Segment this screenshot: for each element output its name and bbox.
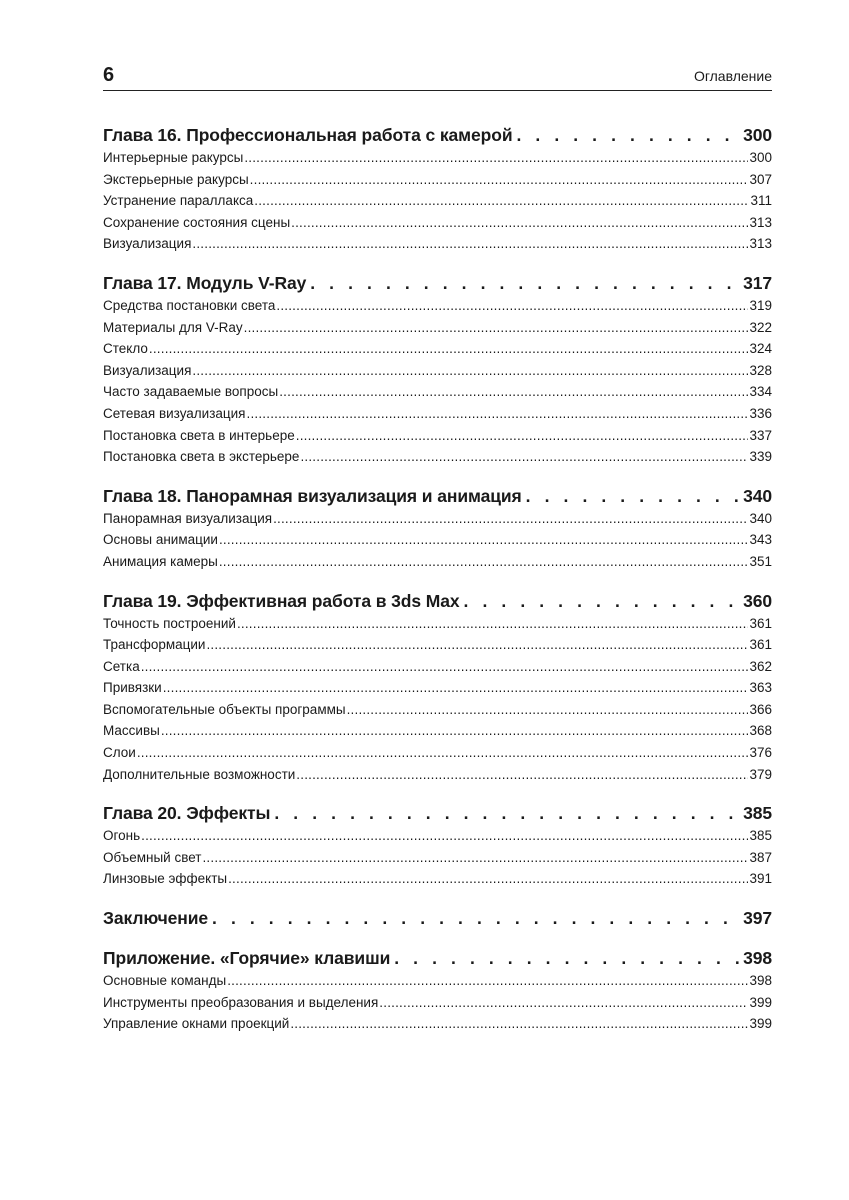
section-title: Постановка света в интерьере — [103, 427, 295, 443]
chapter-page-number: 397 — [743, 908, 772, 929]
section-entry[interactable] — [103, 745, 772, 767]
toc-chapter — [103, 803, 772, 893]
section-title: Сетевая визуализация — [103, 405, 246, 421]
section-entry[interactable] — [103, 406, 772, 428]
section-entry[interactable] — [103, 828, 772, 850]
section-entry[interactable] — [103, 532, 772, 554]
section-title: Постановка света в экстерьере — [103, 449, 300, 465]
page-number: 6 — [103, 64, 115, 86]
section-page-number: 322 — [749, 319, 772, 335]
section-entry[interactable] — [103, 428, 772, 450]
section-title: Материалы для V-Ray — [103, 319, 243, 335]
section-page-number: 307 — [749, 171, 772, 187]
section-page-number: 361 — [749, 615, 772, 631]
section-title: Средства постановки света — [103, 297, 276, 313]
dot-leader — [279, 384, 748, 399]
dot-leader — [202, 850, 748, 865]
section-page-number: 337 — [749, 427, 772, 443]
section-title: Управление окнами проекций — [103, 1016, 290, 1032]
dot-leader — [274, 803, 741, 824]
section-page-number: 313 — [749, 214, 772, 230]
section-title: Трансформации — [103, 637, 206, 653]
chapter-entry[interactable] — [103, 273, 772, 298]
chapter-entry[interactable] — [103, 948, 772, 973]
section-title: Привязки — [103, 680, 162, 696]
chapter-title: Приложение. «Горячие» клавиши — [103, 948, 391, 969]
dot-leader — [296, 767, 748, 782]
dot-leader — [379, 995, 748, 1010]
dot-leader — [250, 172, 749, 187]
dot-leader — [141, 659, 749, 674]
section-page-number: 361 — [749, 637, 772, 653]
section-entry[interactable] — [103, 871, 772, 893]
section-entry[interactable] — [103, 767, 772, 789]
chapter-title: Глава 18. Панорамная визуализация и анимация — [103, 485, 522, 506]
section-title: Слои — [103, 745, 136, 761]
chapter-title: Глава 20. Эффекты — [103, 803, 271, 824]
section-entry[interactable] — [103, 723, 772, 745]
section-title: Панорамная визуализация — [103, 510, 273, 526]
chapter-page-number: 340 — [743, 485, 772, 506]
section-entry[interactable] — [103, 298, 772, 320]
section-page-number: 362 — [749, 658, 772, 674]
running-title: Оглавление — [693, 68, 772, 84]
section-title: Сохранение состояния сцены — [103, 214, 291, 230]
chapter-entry[interactable] — [103, 908, 772, 933]
section-page-number: 399 — [749, 1016, 772, 1032]
dot-leader — [237, 616, 749, 631]
chapter-entry[interactable] — [103, 125, 772, 150]
section-title: Основные команды — [103, 973, 227, 989]
section-title: Инструменты преобразования и выделения — [103, 994, 379, 1010]
section-title: Визуализация — [103, 362, 192, 378]
section-page-number: 334 — [749, 384, 772, 400]
section-entry[interactable] — [103, 702, 772, 724]
section-page-number: 376 — [749, 745, 772, 761]
dot-leader — [206, 637, 748, 652]
dot-leader — [296, 428, 749, 443]
section-page-number: 363 — [749, 680, 772, 696]
section-entry[interactable] — [103, 680, 772, 702]
dot-leader — [273, 511, 748, 526]
dot-leader — [347, 702, 749, 717]
chapter-entry[interactable] — [103, 591, 772, 616]
page-header — [103, 62, 772, 91]
dot-leader — [516, 125, 741, 146]
dot-leader — [276, 298, 748, 313]
dot-leader — [192, 236, 748, 251]
chapter-page-number: 385 — [743, 803, 772, 824]
chapter-title: Глава 16. Профессиональная работа с камерой — [103, 125, 513, 145]
toc-chapter — [103, 273, 772, 471]
section-title: Визуализация — [103, 236, 192, 252]
section-page-number: 336 — [749, 405, 772, 421]
section-entry[interactable] — [103, 384, 772, 406]
section-page-number: 328 — [749, 362, 772, 378]
section-entry[interactable] — [103, 236, 772, 258]
section-title: Экстерьерные ракурсы — [103, 171, 249, 187]
section-entry[interactable] — [103, 341, 772, 363]
dot-leader — [310, 273, 741, 294]
section-page-number: 379 — [749, 766, 772, 782]
dot-leader — [394, 948, 741, 969]
section-title: Вспомогательные объекты программы — [103, 701, 346, 717]
section-entry[interactable] — [103, 193, 772, 215]
section-entry[interactable] — [103, 659, 772, 681]
section-entry[interactable] — [103, 637, 772, 659]
dot-leader — [141, 828, 748, 843]
dot-leader — [161, 723, 749, 738]
section-entry[interactable] — [103, 363, 772, 385]
chapter-title: Глава 19. Эффективная работа в 3ds Max — [103, 590, 460, 611]
section-title: Часто задаваемые вопросы — [103, 384, 279, 400]
section-entry[interactable] — [103, 150, 772, 172]
section-title: Основы анимации — [103, 532, 218, 548]
section-entry[interactable] — [103, 172, 772, 194]
dot-leader — [228, 871, 748, 886]
section-page-number: 300 — [749, 150, 772, 165]
chapter-page-number: 300 — [743, 125, 772, 145]
section-title: Анимация камеры — [103, 553, 218, 569]
dot-leader — [219, 532, 749, 547]
dot-leader — [464, 591, 742, 612]
section-title: Объемный свет — [103, 849, 202, 865]
dot-leader — [291, 215, 748, 230]
section-page-number: 313 — [749, 236, 772, 252]
section-title: Стекло — [103, 341, 148, 357]
section-page-number: 385 — [749, 828, 772, 844]
section-entry[interactable] — [103, 973, 772, 995]
dot-leader — [137, 745, 749, 760]
table-of-contents — [103, 125, 772, 1053]
section-page-number: 366 — [749, 701, 772, 717]
dot-leader — [163, 680, 749, 695]
section-title: Огонь — [103, 828, 141, 844]
section-page-number: 319 — [749, 297, 772, 313]
dot-leader — [219, 554, 749, 569]
toc-chapter — [103, 908, 772, 933]
dot-leader — [244, 150, 748, 165]
section-title: Дополнительные возможности — [103, 766, 296, 782]
section-title: Сетка — [103, 658, 140, 674]
section-page-number: 387 — [749, 849, 772, 865]
section-entry[interactable] — [103, 850, 772, 872]
chapter-page-number: 317 — [743, 272, 772, 293]
dot-leader — [526, 486, 741, 507]
section-page-number: 339 — [749, 449, 772, 465]
dot-leader — [227, 973, 748, 988]
section-title: Точность построений — [103, 615, 236, 631]
section-page-number: 368 — [749, 723, 772, 739]
section-title: Линзовые эффекты — [103, 871, 228, 887]
toc-chapter — [103, 591, 772, 789]
section-title: Интерьерные ракурсы — [103, 150, 244, 165]
section-title: Устранение параллакса — [103, 193, 254, 209]
section-entry[interactable] — [103, 1016, 772, 1038]
section-entry[interactable] — [103, 320, 772, 342]
toc-chapter — [103, 948, 772, 1038]
section-entry[interactable] — [103, 995, 772, 1017]
chapter-page-number: 398 — [743, 948, 772, 969]
section-page-number: 398 — [749, 973, 772, 989]
dot-leader — [300, 449, 748, 464]
section-entry[interactable] — [103, 554, 772, 576]
dot-leader — [149, 341, 749, 356]
chapter-title: Глава 17. Модуль V-Ray — [103, 272, 307, 293]
section-page-number: 351 — [749, 553, 772, 569]
chapter-entry[interactable] — [103, 486, 772, 511]
chapter-title: Заключение — [103, 908, 209, 929]
section-page-number: 324 — [749, 341, 772, 357]
dot-leader — [192, 363, 748, 378]
section-entry[interactable] — [103, 449, 772, 471]
section-page-number: 340 — [749, 510, 772, 526]
dot-leader — [244, 320, 749, 335]
dot-leader — [247, 406, 749, 421]
section-entry[interactable] — [103, 616, 772, 638]
section-entry[interactable] — [103, 511, 772, 533]
dot-leader — [254, 193, 749, 208]
section-title: Массивы — [103, 723, 160, 739]
dot-leader — [290, 1016, 748, 1031]
section-page-number: 399 — [749, 994, 772, 1010]
chapter-entry[interactable] — [103, 803, 772, 828]
toc-chapter — [103, 486, 772, 576]
section-page-number: 343 — [749, 532, 772, 548]
dot-leader — [212, 908, 741, 929]
chapter-page-number: 360 — [743, 590, 772, 611]
section-page-number: 311 — [750, 193, 772, 209]
toc-chapter — [103, 125, 772, 258]
section-entry[interactable] — [103, 215, 772, 237]
section-page-number: 391 — [749, 871, 772, 887]
